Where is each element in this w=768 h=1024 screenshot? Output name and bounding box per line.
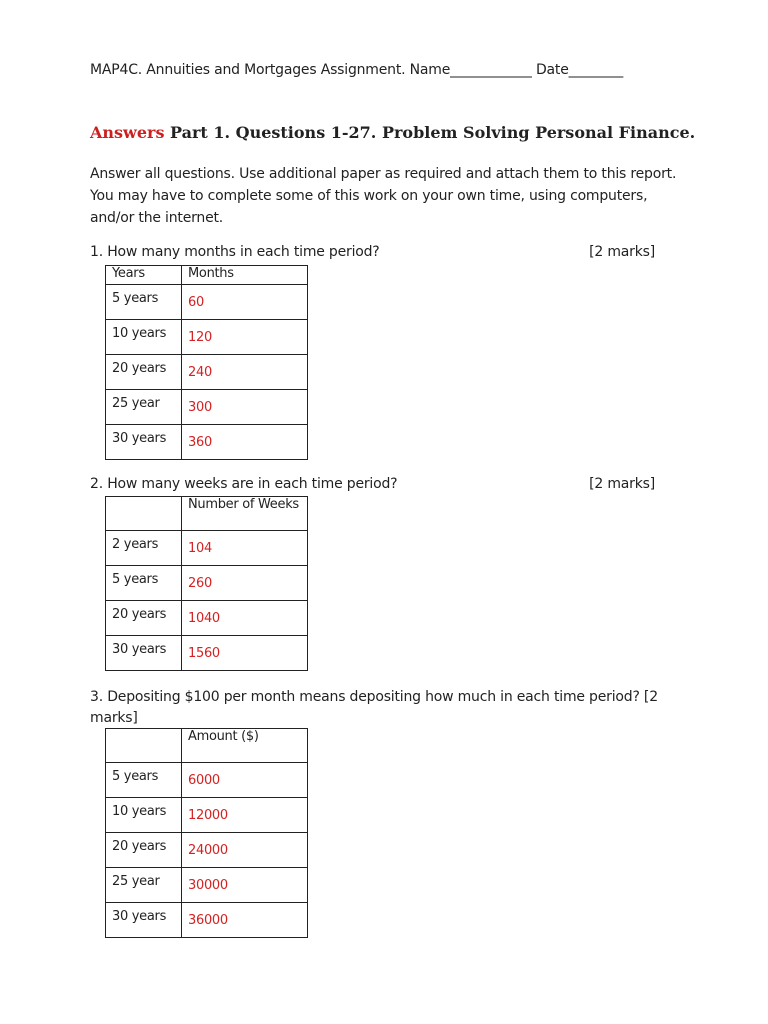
period-cell: 30 years <box>112 909 167 924</box>
table-row <box>106 285 308 320</box>
question-3-text-cont: marks] <box>90 710 138 726</box>
answer-cell: 260 <box>188 576 212 591</box>
page-title <box>90 123 695 142</box>
period-cell: 25 year <box>112 396 160 411</box>
period-cell: 25 year <box>112 874 160 889</box>
table-header-row <box>106 729 308 763</box>
header-cell: Months <box>182 266 308 285</box>
table-row <box>106 320 308 355</box>
header-cell: Number of Weeks <box>182 497 308 531</box>
title-text: Part 1. Questions 1-27. Problem Solving Personal Finance. <box>164 123 696 142</box>
answer-cell: 240 <box>188 365 212 380</box>
question-3-text: 3. Depositing $100 per month means depositing how much in each time period? [2 <box>90 689 658 705</box>
table-row <box>106 531 308 566</box>
instruction-line: Answer all questions. Use additional paper as required and attach them to this report. <box>90 166 677 182</box>
period-cell: 10 years <box>112 326 167 341</box>
header-cell: Years <box>106 266 182 285</box>
question-1-text: 1. How many months in each time period? <box>90 244 380 260</box>
table-row <box>106 798 308 833</box>
period-cell: 5 years <box>112 769 159 784</box>
period-cell: 20 years <box>112 839 167 854</box>
instruction-line: and/or the internet. <box>90 210 224 226</box>
answer-cell: 12000 <box>188 808 228 823</box>
question-2-table <box>105 496 308 671</box>
table-row <box>106 903 308 938</box>
period-cell: 2 years <box>112 537 159 552</box>
header-cell <box>106 497 182 531</box>
table-row <box>106 763 308 798</box>
answer-cell: 300 <box>188 400 212 415</box>
table-header-row <box>106 497 308 531</box>
table-row <box>106 636 308 671</box>
question-1 <box>90 244 655 260</box>
answer-cell: 24000 <box>188 843 228 858</box>
answer-cell: 36000 <box>188 913 228 928</box>
answer-cell: 1040 <box>188 611 220 626</box>
instruction-line: You may have to complete some of this work on your own time, using computers, <box>90 188 648 204</box>
question-2 <box>90 476 655 492</box>
header-cell <box>106 729 182 763</box>
period-cell: 5 years <box>112 291 159 306</box>
question-2-marks: [2 marks] <box>589 476 655 492</box>
period-cell: 20 years <box>112 607 167 622</box>
answer-cell: 60 <box>188 295 204 310</box>
table-row <box>106 425 308 460</box>
table-row <box>106 601 308 636</box>
period-cell: 30 years <box>112 642 167 657</box>
header-cell: Amount ($) <box>182 729 308 763</box>
answer-cell: 30000 <box>188 878 228 893</box>
answer-cell: 360 <box>188 435 212 450</box>
question-1-marks: [2 marks] <box>589 244 655 260</box>
period-cell: 20 years <box>112 361 167 376</box>
question-2-text: 2. How many weeks are in each time period? <box>90 476 398 492</box>
table-row <box>106 833 308 868</box>
table-row <box>106 355 308 390</box>
table-row <box>106 390 308 425</box>
instructions <box>90 163 680 229</box>
answer-cell: 120 <box>188 330 212 345</box>
document-header: MAP4C. Annuities and Mortgages Assignment. Name____________ Date________ <box>90 62 624 78</box>
period-cell: 10 years <box>112 804 167 819</box>
table-row <box>106 566 308 601</box>
table-header-row <box>106 266 308 285</box>
period-cell: 5 years <box>112 572 159 587</box>
question-3-table <box>105 728 308 938</box>
answer-cell: 1560 <box>188 646 220 661</box>
answers-label: Answers <box>90 123 165 142</box>
answer-cell: 6000 <box>188 773 220 788</box>
table-row <box>106 868 308 903</box>
question-1-table <box>105 265 308 460</box>
answer-cell: 104 <box>188 541 212 556</box>
period-cell: 30 years <box>112 431 167 446</box>
question-3 <box>90 687 670 729</box>
